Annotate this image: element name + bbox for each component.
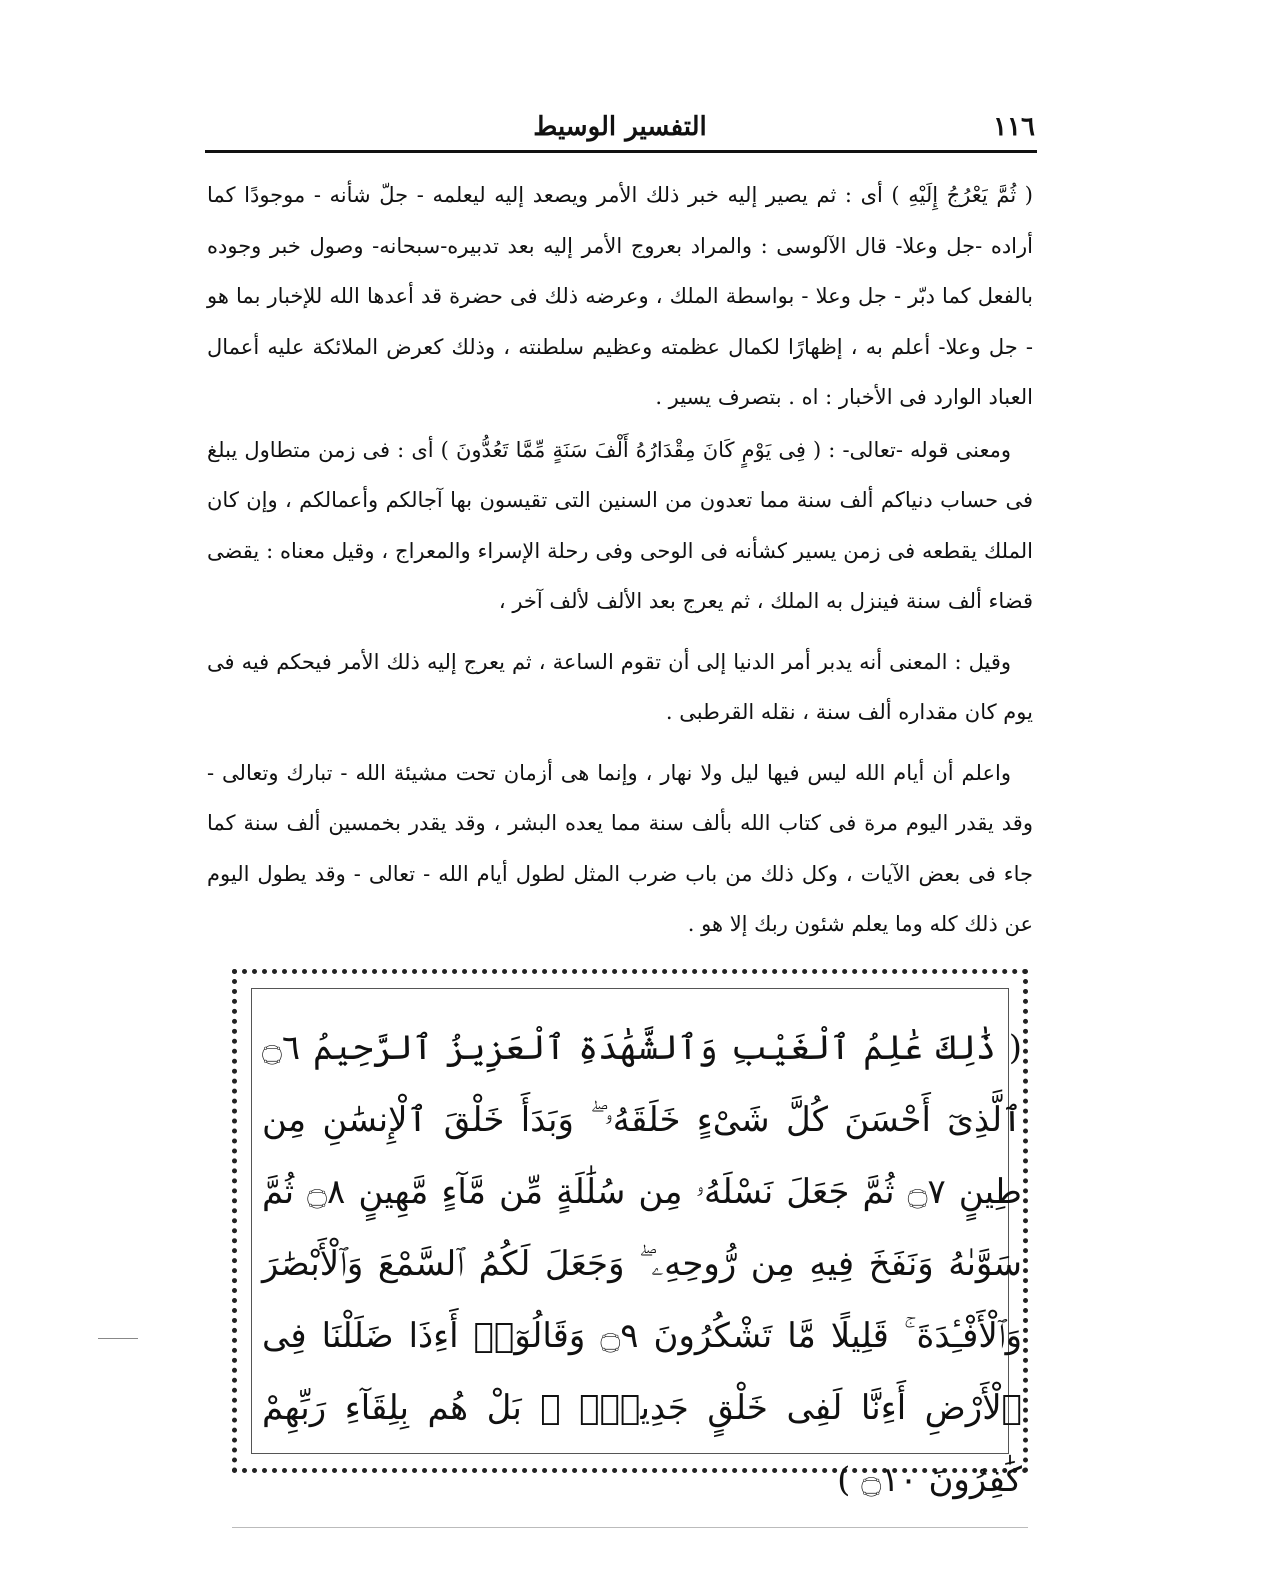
page-header: [205, 112, 1035, 146]
bottom-rule: [232, 1527, 1028, 1528]
header-rule: [205, 150, 1037, 153]
margin-mark: [98, 1338, 138, 1339]
quran-verses: ( ذَٰلِكَ عَٰلِمُ ٱلْغَيْبِ وَٱلشَّهَٰدَةِ ٱلْعَزِيزُ ٱلرَّحِيمُ ۝٦ ٱلَّذِىٓ أَحْسَنَ كُلَّ شَىْءٍ خَلَقَهُۥ ۖ وَبَدَأَ خَلْقَ ٱلْإِنسَٰنِ مِن طِينٍ ۝٧ ثُمَّ جَعَلَ نَسْلَهُۥ مِن سُلَٰلَةٍ مِّن مَّآءٍ مَّهِينٍ ۝٨ ثُمَّ سَوَّىٰهُ وَنَفَخَ فِيهِ مِن رُّوحِهِۦ ۖ وَجَعَلَ لَكُمُ ٱلسَّمْعَ وَٱلْأَبْصَٰرَ وَٱلْأَفْـِٔدَةَ ۚ قَلِيلًا مَّا تَشْكُرُونَ ۝٩ وَقَالُوٓا۟ أَءِذَا ضَلَلْنَا فِى ٱلْأَرْضِ أَءِنَّا لَفِى خَلْقٍ جَدِيدٍۭ ۚ بَلْ هُم بِلِقَآءِ رَبِّهِمْ كَٰفِرُونَ ۝١٠ ): [262, 1028, 1022, 1500]
commentary-paragraph: ومعنى قوله -تعالى- : ( فِى يَوْمٍ كَانَ مِقْدَارُهُ أَلْفَ سَنَةٍ مِّمَّا تَعُدُّونَ ) أى : فى زمن متطاول يبلغ فى حساب دنياكم ألف سنة مما تعدون من السنين التى تقيسون بها آجالكم وأعمالكم ، وإن كان الملك يقطعه فى زمن يسير كشأنه فى الوحى وفى رحلة الإسراء والمعراج ، وقيل معناه : يقضى قضاء ألف سنة فينزل به الملك ، ثم يعرج بعد الألف لألف آخر ،: [207, 437, 1033, 613]
commentary-paragraph: وقيل : المعنى أنه يدبر أمر الدنيا إلى أن تقوم الساعة ، ثم يعرج إليه ذلك الأمر فيحكم فيه فى يوم كان مقداره ألف سنة ، نقله القرطبى .: [207, 649, 1033, 724]
page-number: ١١٦: [993, 112, 1035, 142]
commentary-paragraph: واعلم أن أيام الله ليس فيها ليل ولا نهار ، وإنما هى أزمان تحت مشيئة الله - تبارك وتعالى - وقد يقدر اليوم مرة فى كتاب الله بألف سنة مما يعده البشر ، وقد يقدر بخمسين ألف سنة كما جاء فى بعض الآيات ، وكل ذلك من باب ضرب المثل لطول أيام الله - تعالى - وقد يطول اليوم عن ذلك كله وما يعلم شئون ربك إلا هو .: [207, 760, 1033, 936]
book-title: التفسير الوسيط: [533, 112, 707, 142]
commentary-paragraph: ( ثُمَّ يَعْرُجُ إِلَيْهِ ) أى : ثم يصير إليه خبر ذلك الأمر ويصعد إليه ليعلمه - جلّ شأنه - موجودًا كما أراده -جل وعلا- قال الآلوسى : والمراد بعروج الأمر إليه بعد تدبيره-سبحانه- وصول خبر وجوده بالفعل كما دبّر - جل وعلا - بواسطة الملك ، وعرضه ذلك فى حضرة قد أعدها الله للإخبار بما هو - جل وعلا- أعلم به ، إظهارًا لكمال عظمته وعظيم سلطنته ، وذلك كعرض الملائكة عليه أعمال العباد الوارد فى الأخبار : اه . بتصرف يسير .: [207, 183, 1033, 409]
commentary-text: [207, 170, 1033, 950]
